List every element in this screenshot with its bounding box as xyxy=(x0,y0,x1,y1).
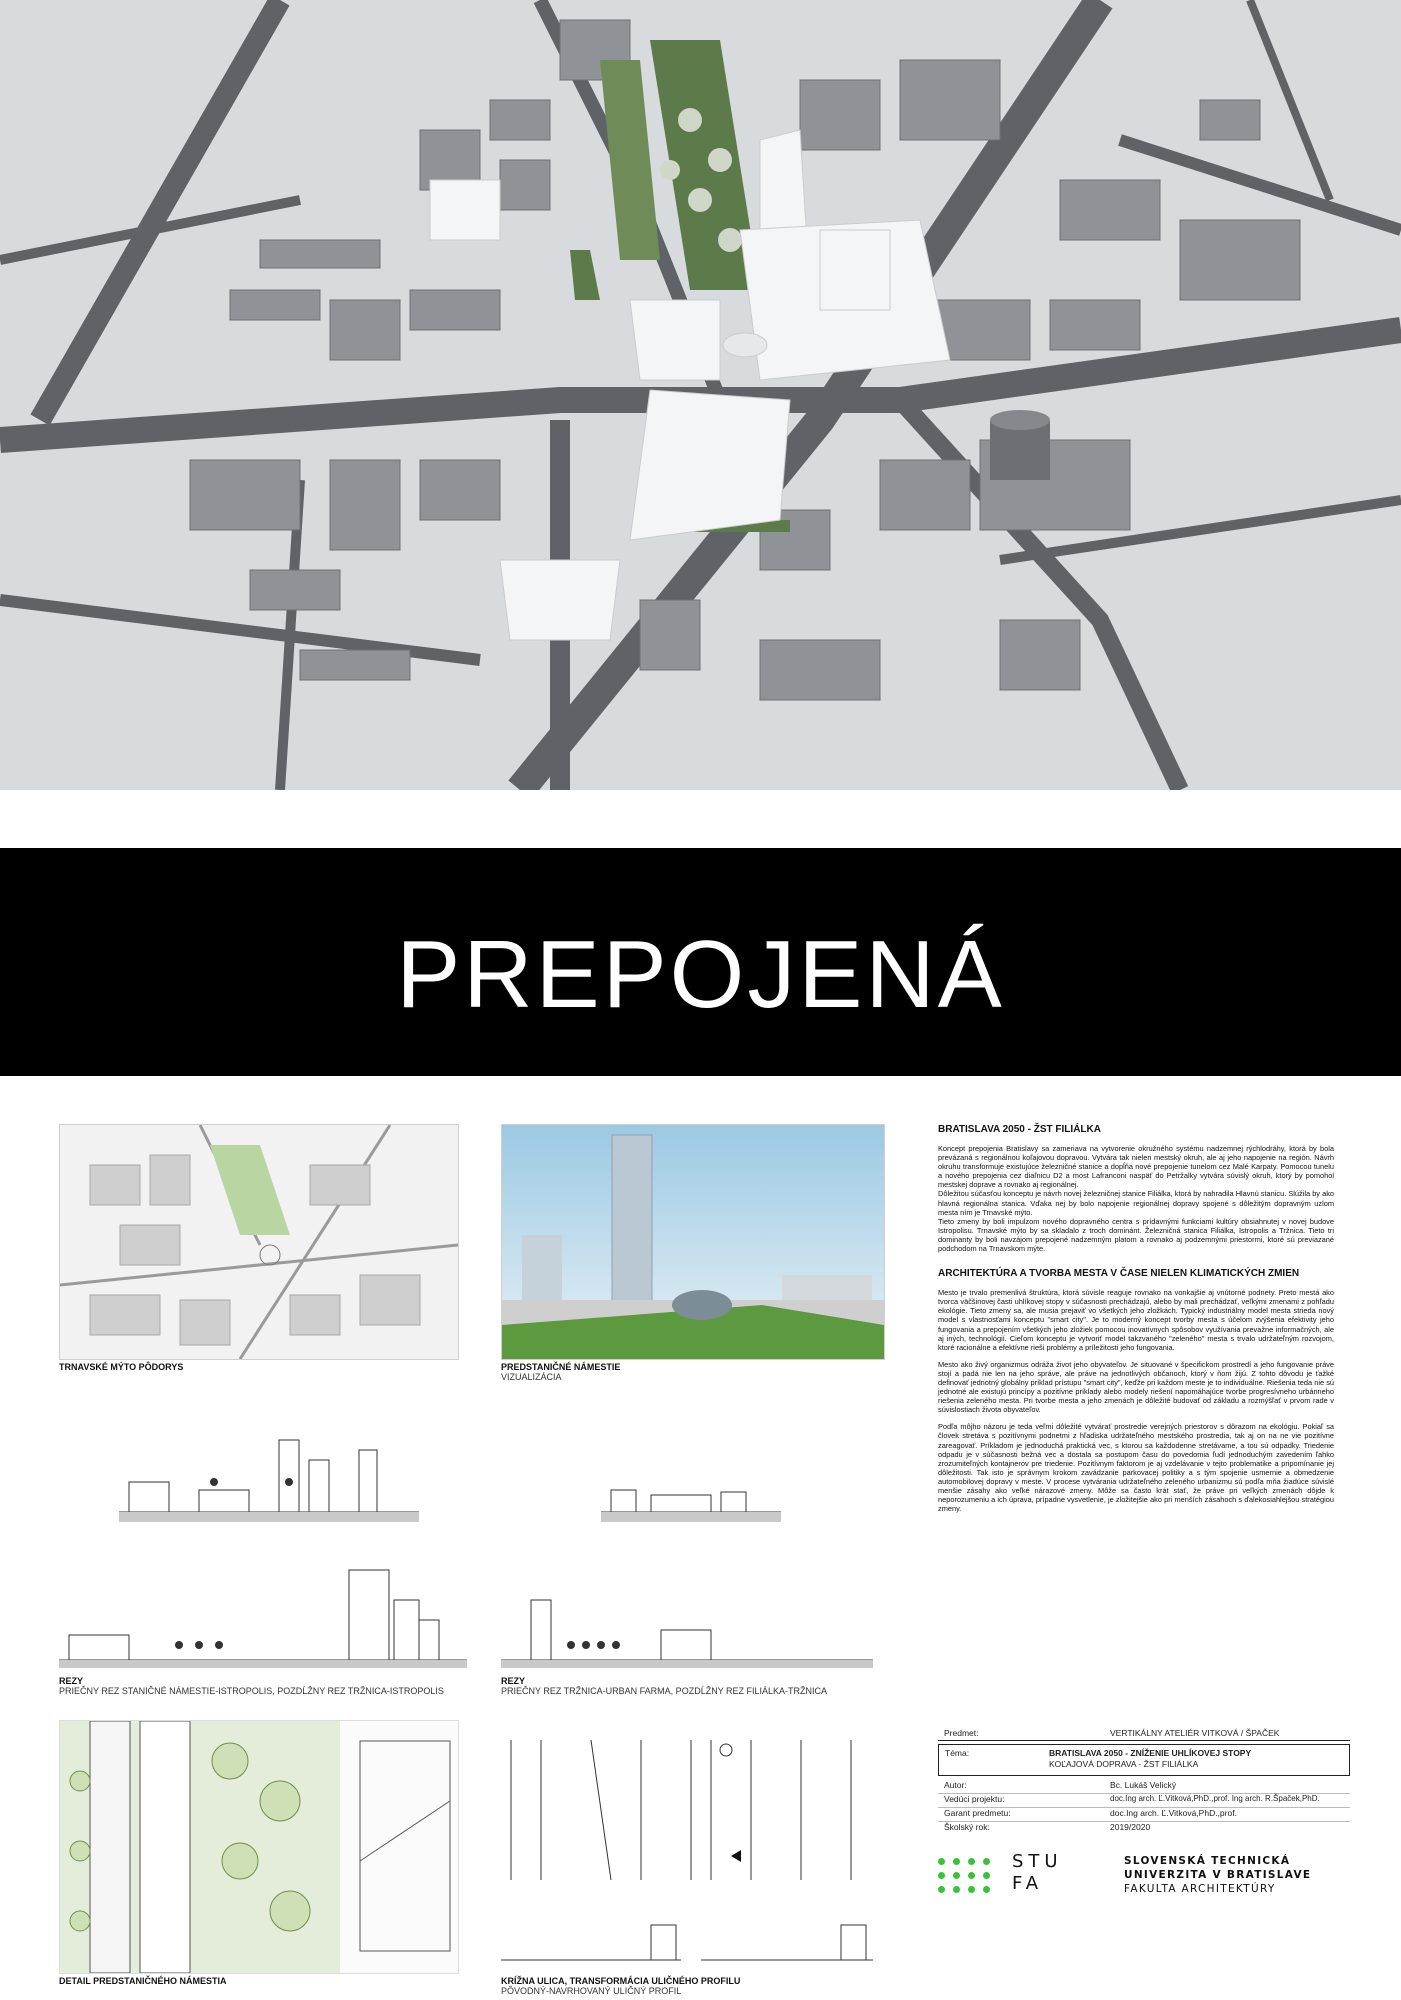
paragraph-5: Mesto ako živý organizmus odráža život jeho obyvateľov. Je situované v špecifickom prostredí a jeho fungovanie práve stojí a padá nie len na jeho správe, ale práve na jednotlivých občanoch, ktorý v ňom žijú. Z tohto dôvodu je ťažké definovať jednotný globálny príklad prístupu "smart city", keďže pri každom meste je to individuálne. Riešenia teda nie sú jednotné ale existujú princípy a pozitívne príklady alebo modely riešení napomáhajúce tvorbe progresívneho urbánneho riešenia zeleného mesta. Pri tvorbe mesta a jeho zmenách je dôležité budovať od základu a rozmýšľať v prvom rade v súvislostiach života obyvateľov. xyxy=(938,1359,1334,1415)
description-column xyxy=(938,1123,1334,1513)
school-line-1: SLOVENSKÁ TECHNICKÁ xyxy=(1124,1855,1291,1867)
tema-value-1: BRATISLAVA 2050 - ZNÍŽENIE UHLÍKOVEJ STOPY xyxy=(1049,1748,1252,1758)
aerial-model-render xyxy=(0,0,1401,790)
heading-bratislava-2050: BRATISLAVA 2050 - ŽST FILIÁLKA xyxy=(938,1124,1101,1135)
tema-value-2: KOĽAJOVÁ DOPRAVA - ŽST FILIÁLKA xyxy=(1049,1759,1199,1769)
school-line-2: UNIVERZITA V BRATISLAVE xyxy=(1124,1869,1312,1881)
plan-caption: TRNAVSKÉ MÝTO PÔDORYS xyxy=(59,1362,184,1372)
school-name xyxy=(1124,1854,1354,1896)
visualization-image xyxy=(502,1125,884,1359)
paragraph-1: Koncept prepojenia Bratislavy sa zameriava na vytvorenie okružného systému nadzemnej rýchlodráhy, ktorá by bola prevázaná s regionálnou koľajovou dopravou. Vytvára tak nielen mestský okruh, ale aj jeho napojenie na región. Návrh okruhu transformuje existujúce železničné stanice a dopĺňa nové prepojenie tunelom cez Malé Karpaty. Pomocou tunelu a nového prepojenia cez diaľnicu D2 a most Lafranconi naspäť do Petržalky vytvára súvislý okruh, ktorý by pomohol mestskej doprave a rovnako aj regionálnej. xyxy=(938,1144,1334,1190)
sections-right-drawing xyxy=(501,1420,873,1670)
stu-fa-logo xyxy=(938,1852,1078,1912)
project-info-table xyxy=(938,1728,1350,1844)
tema-label: Téma: xyxy=(945,1748,970,1758)
paragraph-6: Podľa môjho názoru je teda veľmi dôležité vytvárať prostredie verejných priestorov s dôrazom na ekológiu. Pokiaľ sa človek stretáva s pozitívnymi podnetmi z hľadiska udržateľného mestského prostredia, tak aj on na ne vie pozitívne zareagovať. Príkladom je jednoduchá praktická vec, s ktorou sa každodenne stretávame, a tou sú odpadky. Triedenie odpadu je v súčasnosti bežná vec a dostala sa postupom času do povedomia ľudí jednoduchým zavedením ľahko zrozumiteľných kontajnerov pre triedenie. Pozitívnym faktorom je aj vzdelávanie v tejto problematike a pripomínanie jej dôležitosti. Tak isto je správnym krokom zavádzanie parkovacej politiky a s tým spojenie usmernie a obmedzenie automobilovej dopravy v meste. V procese vytvárania udržateľného zeleného urbanizmu sú podľa mňa žiadúce súvislé menšie zásahy ako veľké nárazové zmeny. Môže sa často krát stať, že práve pri veľkých zmenách dôjde k neporozumeniu a ich úprava, prípadne vysvetlenie, je zložitejšie ako pri menších zásahoch s ďalekosiahlejšou stratégiou zmeny. xyxy=(938,1422,1334,1514)
street-profile-drawing xyxy=(501,1720,873,1972)
row-predmet xyxy=(938,1728,1350,1741)
paragraph-2: Dôležitou súčasťou konceptu je návrh novej železničnej stanice Filiálka, ktorá by nahradila Hlavnú stanicu. Slúžila by ako hlavná regionálna stanica. Vďaka nej by bolo napojenie regionálnej dopravy spojené s dôležitým dopravným uzlom mesta ním je Trnavské mýto. xyxy=(938,1189,1334,1217)
aerial-model-drawing xyxy=(0,0,1401,790)
row-veduci xyxy=(938,1794,1350,1808)
sections-right-sketch xyxy=(501,1420,873,1670)
row-rok xyxy=(938,1822,1350,1835)
autor-label: Autor: xyxy=(944,1780,967,1790)
predmet-value: VERTIKÁLNY ATELIÉR VITKOVÁ / ŠPAČEK xyxy=(1110,1728,1280,1738)
school-line-3: FAKULTA ARCHITEKTÚRY xyxy=(1124,1883,1276,1895)
sections-left-caption: REZY xyxy=(59,1676,84,1686)
sections-right-subcaption: PRIEČNY REZ TRŽNICA-URBAN FARMA, POZDĹŽNY REZ FILIÁLKA-TRŽNICA xyxy=(501,1686,828,1696)
visualization-caption: PREDSTANIČNÉ NÁMESTIE xyxy=(501,1362,621,1372)
autor-value: Bc. Lukáš Velický xyxy=(1110,1780,1177,1790)
street-subcaption: PÔVODNÝ-NAVRHOVANÝ ULIČNÝ PROFIL xyxy=(501,1986,682,1996)
street-caption: KRÍŽNA ULICA, TRANSFORMÁCIA ULIČNÉHO PROFILU xyxy=(501,1976,741,1986)
veduci-value: doc.Ing arch. Ľ.Vitková,PhD.,prof. Ing arch. R.Špaček,PhD. xyxy=(1110,1794,1320,1803)
veduci-label: Vedúci projektu: xyxy=(944,1794,1005,1804)
poster-title: PREPOJENÁ xyxy=(396,921,1005,1028)
garant-value: doc.Ing arch. Ľ.Vitková,PhD.,prof. xyxy=(1110,1808,1237,1818)
rok-label: Školský rok: xyxy=(944,1822,990,1832)
garant-label: Garant predmetu: xyxy=(944,1808,1011,1818)
plan-sketch xyxy=(60,1125,458,1359)
sections-left-subcaption: PRIEČNY REZ STANIČNÉ NÁMESTIE-ISTROPOLIS, POZDĹŽNY REZ TRŽNICA-ISTROPOLIS xyxy=(59,1686,444,1696)
row-tema xyxy=(938,1744,1350,1776)
plan-drawing xyxy=(59,1124,459,1360)
sections-right-caption: REZY xyxy=(501,1676,526,1686)
row-garant xyxy=(938,1808,1350,1822)
sections-left-drawing xyxy=(59,1420,467,1670)
predmet-label: Predmet: xyxy=(944,1728,979,1738)
logo-fa-text: FA xyxy=(1012,1873,1044,1894)
visualization-render xyxy=(501,1124,885,1360)
paragraph-4: Mesto je trvalo premenlivá štruktúra, ktorá súvisle reaguje rovnako na vonkajšie aj vnútorné podnety. Preto mestá ako tvorca väčšinovej časti uhlíkovej stopy v súčasnosti prechádzajú, alebo by mali prechádzať, veľkými zmenami z pohľadu ekológie. Tieto zmeny sa, ale musia prejaviť vo všetkých jeho zložkách. Typický industriálny model mesta strieda nový model s vlastnosťami konceptu "smart city". Je to moderný koncept tvorby mesta s účelom zvýšenia efektivity jeho fungovania a prepojením všetkých jeho zložiek pomocou inovatívnych spôsobov využívania prevažne informačných, ale aj iných, technológií. Cieľom konceptu je vytvoriť model takzvaného "zeleného" mesta s trvalo udržateľným rozvojom, ktoré racionálne a efektívne rieši problémy a príležitosti jeho fungovania. xyxy=(938,1288,1334,1352)
detail-caption: DETAIL PREDSTANIČNÉHO NÁMESTIA xyxy=(59,1976,227,1986)
info-rows xyxy=(938,1780,1350,1835)
sections-left-sketch xyxy=(59,1420,467,1670)
visualization-subcaption: VIZUALIZÁCIA xyxy=(501,1372,562,1382)
row-autor xyxy=(938,1780,1350,1794)
heading-architektura: ARCHITEKTÚRA A TVORBA MESTA V ČASE NIELEN KLIMATICKÝCH ZMIEN xyxy=(938,1268,1300,1280)
rok-value: 2019/2020 xyxy=(1110,1822,1151,1832)
paragraph-3: Tieto zmeny by boli impulzom nového dopravného centra s prídavnými funkciami kultúry obsiahnutej v novej budove Istropolisu. Trnavské mýto by sa skladalo z troch dominánt. Železničná stanica Filiálka, Istropolis a Tržnica. Tieto tri dominanty by boli navzájom prepojené nadzemným platom a rovnako aj podzemnými priestormi, ktoré sú previazané podchodom na Trnavskom mýte. xyxy=(938,1216,1334,1254)
logo-stu-text: STU xyxy=(1012,1851,1063,1872)
detail-sketch xyxy=(60,1721,458,1973)
detail-drawing xyxy=(59,1720,459,1974)
street-profile-sketch xyxy=(501,1720,873,1972)
